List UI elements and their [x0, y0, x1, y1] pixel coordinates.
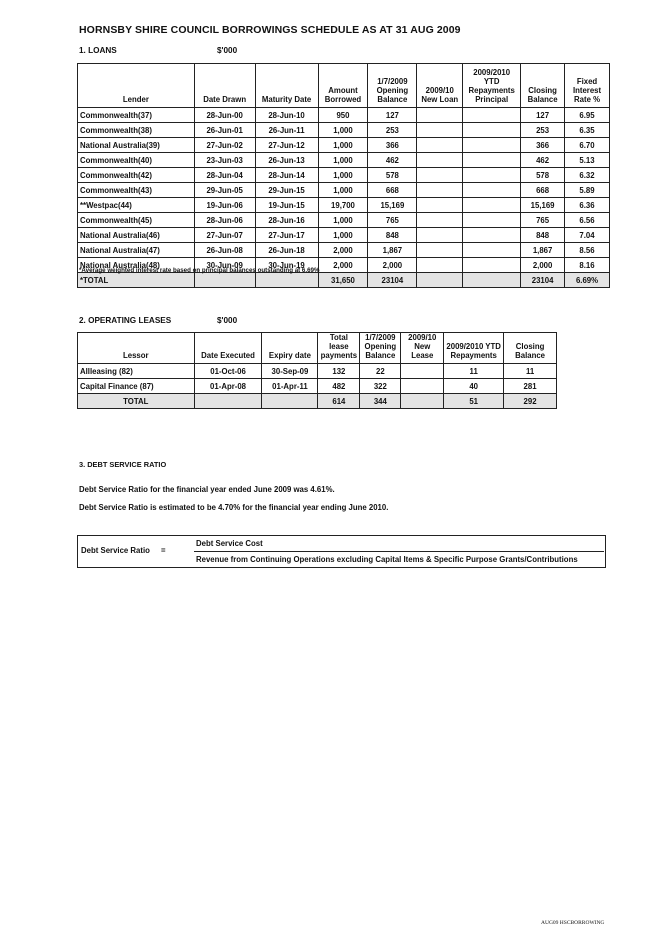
amount-borrowed-cell: 1,000 — [318, 138, 368, 153]
total-lease-payments-cell: 482 — [318, 379, 360, 394]
date-drawn-cell: 28-Jun-04 — [194, 168, 255, 183]
closing-balance-cell: 765 — [521, 213, 565, 228]
table-row — [78, 228, 610, 243]
dsr-equals: = — [161, 546, 166, 555]
opening-balance-cell: 668 — [368, 183, 417, 198]
expiry-date-cell: 01-Apr-11 — [262, 379, 318, 394]
maturity-date-cell: 27-Jun-12 — [255, 138, 318, 153]
loans-note: *Average weighted interest rate based on principal balances outstanding at 6.69% — [79, 267, 320, 274]
maturity-date-cell: 19-Jun-15 — [255, 198, 318, 213]
dsr-denominator: Revenue from Continuing Operations excluding Capital Items & Specific Purpose Grants/Contributions — [196, 555, 578, 564]
amount-borrowed-cell: 19,700 — [318, 198, 368, 213]
table-row — [78, 364, 557, 379]
loans-unit: $'000 — [217, 46, 238, 55]
lender-cell: Commonwealth(38) — [78, 123, 195, 138]
col-interest-rate: Fixed Interest Rate % — [565, 64, 610, 108]
opening-balance-cell: 462 — [368, 153, 417, 168]
empty-cell — [255, 273, 318, 288]
empty-cell — [417, 273, 463, 288]
col-amount-borrowed: Amount Borrowed — [318, 64, 368, 108]
col-lease-opening-balance: 1/7/2009 Opening Balance — [360, 333, 401, 364]
closing-balance-cell: 253 — [521, 123, 565, 138]
closing-balance-cell: 11 — [504, 364, 557, 379]
lender-cell: Commonwealth(43) — [78, 183, 195, 198]
col-new-loan: 2009/10 New Loan — [417, 64, 463, 108]
closing-balance-cell: 1,867 — [521, 243, 565, 258]
new-loan-cell — [417, 183, 463, 198]
lender-cell: Commonwealth(37) — [78, 108, 195, 123]
repayments-cell — [463, 183, 521, 198]
date-drawn-cell: 27-Jun-07 — [194, 228, 255, 243]
dsr-fraction-line — [194, 551, 604, 552]
amount-borrowed-cell: 1,000 — [318, 228, 368, 243]
amount-borrowed-cell: 1,000 — [318, 213, 368, 228]
table-row — [78, 243, 610, 258]
total-amount-borrowed: 31,650 — [318, 273, 368, 288]
col-opening-balance: 1/7/2009 Opening Balance — [368, 64, 417, 108]
opening-balance-cell: 2,000 — [368, 258, 417, 273]
lender-cell: National Australia(48) — [78, 258, 195, 273]
date-drawn-cell: 19-Jun-06 — [194, 198, 255, 213]
interest-rate-cell: 6.56 — [565, 213, 610, 228]
opening-balance-cell: 1,867 — [368, 243, 417, 258]
maturity-date-cell: 29-Jun-15 — [255, 183, 318, 198]
date-drawn-cell: 28-Jun-06 — [194, 213, 255, 228]
new-loan-cell — [417, 153, 463, 168]
total-repayments: 51 — [444, 394, 504, 409]
table-row — [78, 213, 610, 228]
maturity-date-cell: 30-Jun-19 — [255, 258, 318, 273]
interest-rate-cell: 6.95 — [565, 108, 610, 123]
total-lease-payments-cell: 132 — [318, 364, 360, 379]
interest-rate-cell: 6.35 — [565, 123, 610, 138]
total-closing-balance: 23104 — [521, 273, 565, 288]
table-row — [78, 138, 610, 153]
lessor-cell: Allleasing (82) — [78, 364, 195, 379]
amount-borrowed-cell: 1,000 — [318, 123, 368, 138]
date-executed-cell: 01-Oct-06 — [194, 364, 262, 379]
total-lease-payments: 614 — [318, 394, 360, 409]
col-closing-balance: Closing Balance — [521, 64, 565, 108]
lender-cell: National Australia(46) — [78, 228, 195, 243]
interest-rate-cell: 7.04 — [565, 228, 610, 243]
opening-balance-cell: 848 — [368, 228, 417, 243]
new-lease-cell — [401, 364, 444, 379]
closing-balance-cell: 668 — [521, 183, 565, 198]
repayments-cell — [463, 198, 521, 213]
new-loan-cell — [417, 213, 463, 228]
table-row — [78, 183, 610, 198]
page-footer: AUG09 HSCBORROWING — [541, 920, 605, 926]
table-row — [78, 153, 610, 168]
amount-borrowed-cell: 950 — [318, 108, 368, 123]
dsr-line-2010: Debt Service Ratio is estimated to be 4.70% for the financial year ending June 2010. — [79, 503, 389, 512]
date-drawn-cell: 23-Jun-03 — [194, 153, 255, 168]
date-drawn-cell: 26-Jun-01 — [194, 123, 255, 138]
amount-borrowed-cell: 1,000 — [318, 183, 368, 198]
new-loan-cell — [417, 123, 463, 138]
lessor-cell: Capital Finance (87) — [78, 379, 195, 394]
repayments-cell: 40 — [444, 379, 504, 394]
lender-cell: National Australia(47) — [78, 243, 195, 258]
loans-table — [77, 63, 610, 288]
col-new-lease: 2009/10 New Lease — [401, 333, 444, 364]
lender-cell: **Westpac(44) — [78, 198, 195, 213]
empty-cell — [194, 273, 255, 288]
maturity-date-cell: 26-Jun-13 — [255, 153, 318, 168]
loans-heading: 1. LOANS — [79, 46, 117, 55]
amount-borrowed-cell: 1,000 — [318, 168, 368, 183]
col-date-executed: Date Executed — [194, 333, 262, 364]
expiry-date-cell: 30-Sep-09 — [262, 364, 318, 379]
table-row — [78, 379, 557, 394]
new-loan-cell — [417, 228, 463, 243]
leases-heading: 2. OPERATING LEASES — [79, 316, 172, 325]
closing-balance-cell: 578 — [521, 168, 565, 183]
new-loan-cell — [417, 108, 463, 123]
repayments-cell — [463, 108, 521, 123]
loans-total-row — [78, 273, 610, 288]
interest-rate-cell: 5.89 — [565, 183, 610, 198]
new-loan-cell — [417, 198, 463, 213]
opening-balance-cell: 765 — [368, 213, 417, 228]
opening-balance-cell: 322 — [360, 379, 401, 394]
repayments-cell — [463, 168, 521, 183]
table-row — [78, 198, 610, 213]
amount-borrowed-cell: 2,000 — [318, 243, 368, 258]
leases-table — [77, 332, 557, 409]
lender-cell: Commonwealth(45) — [78, 213, 195, 228]
maturity-date-cell: 28-Jun-14 — [255, 168, 318, 183]
leases-unit: $'000 — [217, 316, 238, 325]
empty-cell — [463, 273, 521, 288]
dsr-numerator: Debt Service Cost — [196, 539, 263, 548]
date-drawn-cell: 29-Jun-05 — [194, 183, 255, 198]
repayments-cell — [463, 258, 521, 273]
opening-balance-cell: 22 — [360, 364, 401, 379]
repayments-cell — [463, 153, 521, 168]
leases-total-row — [78, 394, 557, 409]
closing-balance-cell: 366 — [521, 138, 565, 153]
closing-balance-cell: 15,169 — [521, 198, 565, 213]
table-row — [78, 108, 610, 123]
new-loan-cell — [417, 138, 463, 153]
date-drawn-cell: 28-Jun-00 — [194, 108, 255, 123]
maturity-date-cell: 28-Jun-10 — [255, 108, 318, 123]
amount-borrowed-cell: 2,000 — [318, 258, 368, 273]
page-title: HORNSBY SHIRE COUNCIL BORROWINGS SCHEDULE AS AT 31 AUG 2009 — [79, 24, 461, 36]
opening-balance-cell: 253 — [368, 123, 417, 138]
opening-balance-cell: 578 — [368, 168, 417, 183]
repayments-cell: 11 — [444, 364, 504, 379]
interest-rate-cell: 8.16 — [565, 258, 610, 273]
empty-cell — [262, 394, 318, 409]
repayments-cell — [463, 138, 521, 153]
maturity-date-cell: 27-Jun-17 — [255, 228, 318, 243]
repayments-cell — [463, 123, 521, 138]
col-ytd-repayments: 2009/2010 YTD Repayments Principal — [463, 64, 521, 108]
empty-cell — [194, 394, 262, 409]
interest-rate-cell: 6.32 — [565, 168, 610, 183]
dsr-line-2009: Debt Service Ratio for the financial year ended June 2009 was 4.61%. — [79, 485, 335, 494]
lender-cell: National Australia(39) — [78, 138, 195, 153]
table-row — [78, 168, 610, 183]
opening-balance-cell: 127 — [368, 108, 417, 123]
date-executed-cell: 01-Apr-08 — [194, 379, 262, 394]
lender-cell: Commonwealth(42) — [78, 168, 195, 183]
col-maturity-date: Maturity Date — [255, 64, 318, 108]
opening-balance-cell: 366 — [368, 138, 417, 153]
repayments-cell — [463, 228, 521, 243]
new-loan-cell — [417, 243, 463, 258]
table-row — [78, 123, 610, 138]
total-opening-balance: 344 — [360, 394, 401, 409]
loans-header-row — [78, 64, 610, 108]
interest-rate-cell: 5.13 — [565, 153, 610, 168]
date-drawn-cell: 27-Jun-02 — [194, 138, 255, 153]
maturity-date-cell: 26-Jun-11 — [255, 123, 318, 138]
total-label: TOTAL — [78, 394, 195, 409]
amount-borrowed-cell: 1,000 — [318, 153, 368, 168]
closing-balance-cell: 281 — [504, 379, 557, 394]
total-opening-balance: 23104 — [368, 273, 417, 288]
col-lease-closing-balance: Closing Balance — [504, 333, 557, 364]
closing-balance-cell: 2,000 — [521, 258, 565, 273]
leases-header-row — [78, 333, 557, 364]
new-loan-cell — [417, 168, 463, 183]
closing-balance-cell: 848 — [521, 228, 565, 243]
empty-cell — [401, 394, 444, 409]
maturity-date-cell: 26-Jun-18 — [255, 243, 318, 258]
date-drawn-cell: 26-Jun-08 — [194, 243, 255, 258]
lender-cell: Commonwealth(40) — [78, 153, 195, 168]
dsr-heading: 3. DEBT SERVICE RATIO — [79, 460, 167, 469]
total-closing-balance: 292 — [504, 394, 557, 409]
new-loan-cell — [417, 258, 463, 273]
opening-balance-cell: 15,169 — [368, 198, 417, 213]
interest-rate-cell: 6.70 — [565, 138, 610, 153]
col-expiry-date: Expiry date — [262, 333, 318, 364]
dsr-label: Debt Service Ratio — [81, 546, 150, 555]
closing-balance-cell: 127 — [521, 108, 565, 123]
col-lessor: Lessor — [78, 333, 195, 364]
new-lease-cell — [401, 379, 444, 394]
col-total-lease-payments: Total lease payments — [318, 333, 360, 364]
dsr-formula-box — [77, 535, 606, 568]
maturity-date-cell: 28-Jun-16 — [255, 213, 318, 228]
interest-rate-cell: 8.56 — [565, 243, 610, 258]
col-lease-ytd-repayments: 2009/2010 YTD Repayments — [444, 333, 504, 364]
total-interest-rate: 6.69% — [565, 273, 610, 288]
col-date-drawn: Date Drawn — [194, 64, 255, 108]
closing-balance-cell: 462 — [521, 153, 565, 168]
repayments-cell — [463, 213, 521, 228]
col-lender: Lender — [78, 64, 195, 108]
interest-rate-cell: 6.36 — [565, 198, 610, 213]
date-drawn-cell: 30-Jun-09 — [194, 258, 255, 273]
repayments-cell — [463, 243, 521, 258]
total-label: *TOTAL — [78, 273, 195, 288]
